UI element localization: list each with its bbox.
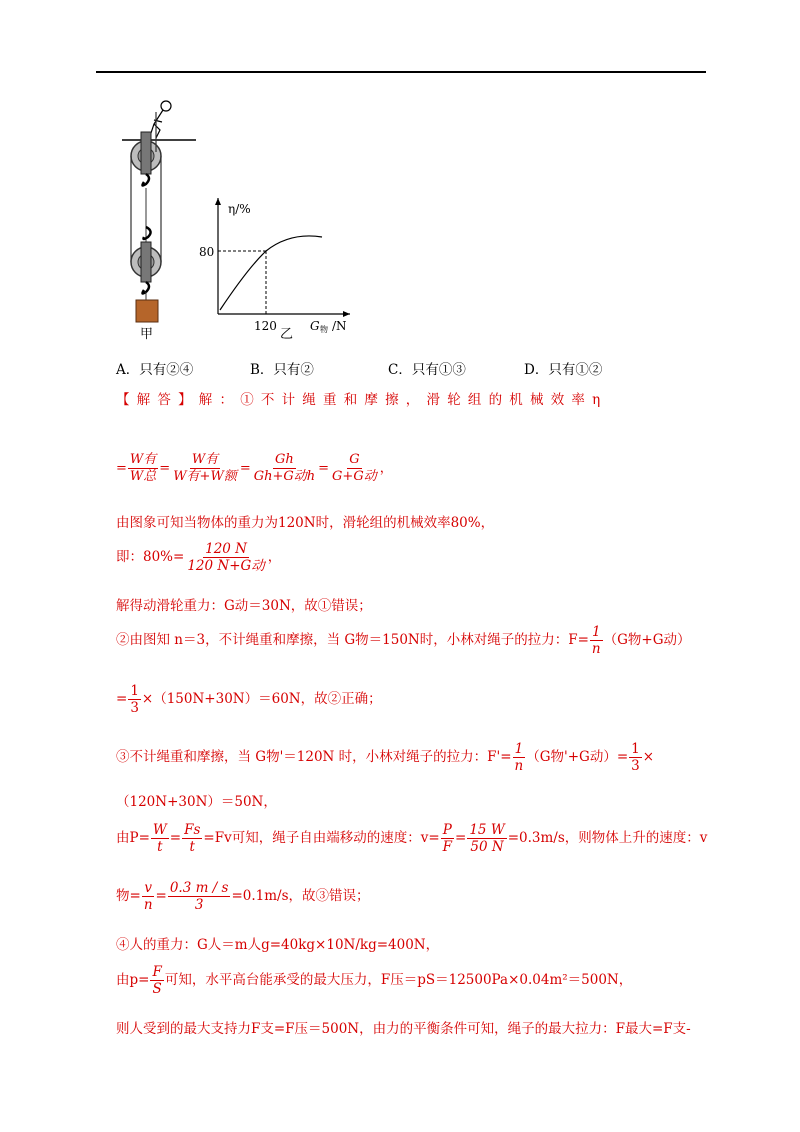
answer-line-3: 由图象可知当物体的重力为120N时，滑轮组的机械效率80%， [116,515,495,531]
x-axis-label-unit: /N [332,319,347,333]
choices [116,358,602,378]
y-axis-label: η/% [228,202,251,216]
choice-b[interactable]: B．只有② [250,362,314,378]
answer-line-8: ③不计绳重和摩擦，当 G物'＝120N 时，小林对绳子的拉力：F'= $\frac{1}{n}$ （G物'+G动）= $\frac{1}{3}$ × [116,741,655,774]
choice-d[interactable]: D．只有①② [524,362,603,378]
person-head [161,101,171,111]
answer-line-12: ④人的重力：G人＝m人g=40kg×10N/kg=400N， [116,937,440,953]
choice-c[interactable]: C．只有①③ [388,362,466,378]
label-yi: 乙 [280,327,294,342]
answer-line-14: 则人受到的最大支持力F支=F压＝500N，由力的平衡条件可知，绳子的最大拉力：F最大=F支- [116,1021,691,1037]
answer-line-6: ②由图知 n＝3，不计绳重和摩擦，当 G物＝150N时，小林对绳子的拉力：F= $\frac{1}{n}$ （G物+G动） [116,624,691,657]
x-axis-label-sub: 物 [320,325,328,334]
answer-line-4: 即：80%= $\frac{120 N}{\text{120 N+G动}}$ ， [116,541,282,574]
answer-line-9: （120N+30N）＝50N， [116,794,277,810]
moving-hook-bottom [142,282,149,294]
moving-hook-top [144,227,151,239]
header-rule [96,71,706,73]
answer-line-13: 由p= $\frac{F}{S}$ 可知，水平高台能承受的最大压力，F压＝pS＝12500Pa×0.04m²＝500N， [116,964,633,997]
answer-line-2: = $\frac{\text{W有}}{\text{W总}}$ = $\frac{\text{W有}}{\text{W有+W额}}$ = $\frac{Gh}{\text{Gh+G动h}}$ = $\frac{G}{\text{G+G动}}$ ， [116,452,393,484]
answer-line-11: 物= $\frac{v}{n}$ = $\frac{0.3 m / s}{3}$ =0.1m/s，故③错误； [116,880,370,913]
figure [110,92,370,346]
answer-line-7: = $\frac{1}{3}$ ×（150N+30N）＝60N，故②正确； [116,683,382,716]
answer-line-1: 【解答】解：①不计绳重和摩擦，滑轮组的机械效率η [116,392,608,408]
choice-a[interactable]: A．只有②④ [116,362,194,378]
label-jia: 甲 [140,327,154,342]
load-block [136,300,158,322]
answer-line-10: 由P= $\frac{W}{t}$ = $\frac{Fs}{t}$ =Fv可知，绳子自由端移动的速度：v= $\frac{P}{F}$ = $\frac{15 W}{50 N}$ =0.3m/s，则物体上升的速度：v [116,822,708,855]
fixed-hook [142,174,149,186]
x-mark: 120 [254,319,277,333]
answer-line-5: 解得动滑轮重力：G动＝30N，故①错误； [116,598,372,614]
efficiency-curve [220,236,322,310]
x-axis-label-g: G [310,319,320,333]
pulley-figure [110,92,370,342]
y-mark: 80 [199,245,215,259]
